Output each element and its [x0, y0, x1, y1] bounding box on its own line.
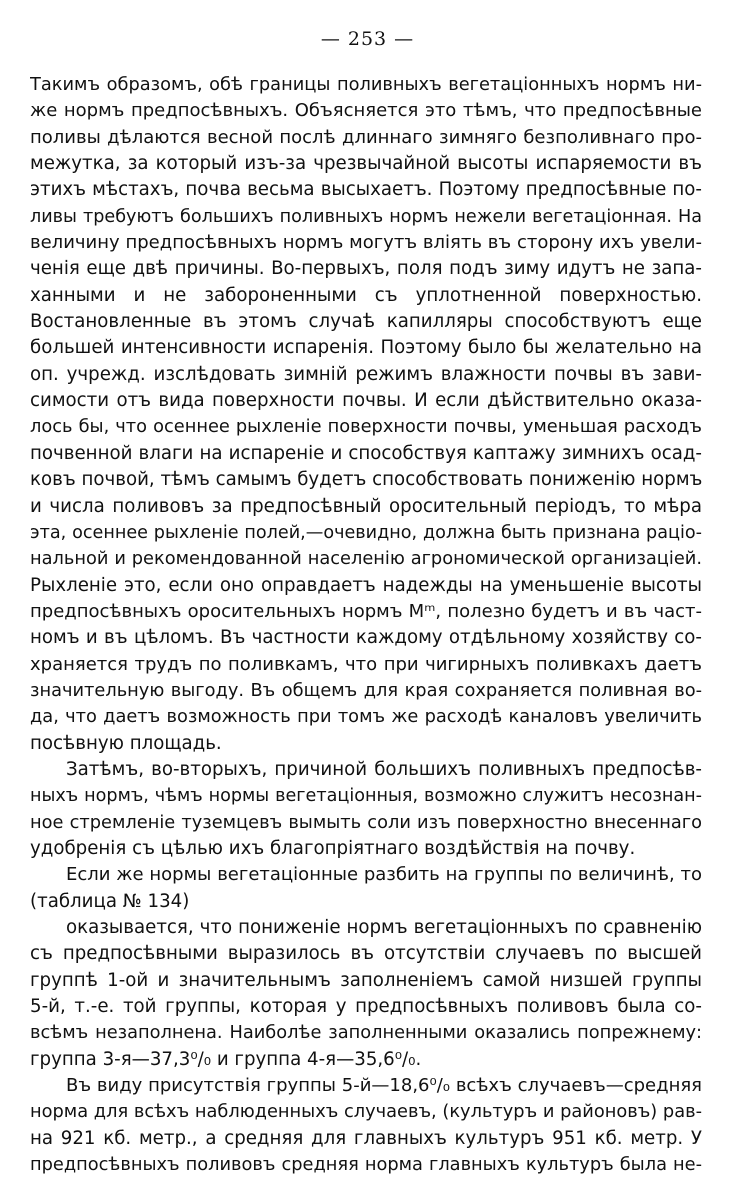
text-line: Рыхленіе это, если оно оправдаетъ надежды на уменьшеніе высоты — [30, 574, 702, 596]
text-line: посѣвную площадь. — [30, 732, 222, 754]
text-line: (таблица № 134) — [30, 890, 190, 912]
text-line: ковъ почвой, тѣмъ самымъ будетъ способствовать пониженію нормъ — [30, 469, 702, 491]
text-line: величину предпосѣвныхъ нормъ могутъ вліять въ сторону ихъ увели- — [30, 232, 702, 254]
page-number: — 253 — — [320, 28, 415, 50]
text-line: оп. учрежд. изслѣдовать зимній режимъ влажности почвы въ зави- — [30, 363, 702, 385]
text-line: Такимъ образомъ, обѣ границы поливныхъ вегетаціонныхъ нормъ ни- — [30, 74, 702, 95]
text-line: почвенной влаги на испареніе и способствуя каптажу зимнихъ осад- — [30, 442, 702, 464]
text-line: лось бы, что осеннее рыхленіе поверхности почвы, уменьшая расходъ — [30, 416, 702, 438]
text-line: ханными и не забороненными съ уплотненной поверхностью. — [30, 284, 702, 306]
text-line: 5-й, т.-е. той группы, которая у предпосѣвныхъ поливовъ была со- — [30, 996, 702, 1018]
body-text — [30, 72, 702, 1178]
text-line: норма для всѣхъ наблюденныхъ случаевъ, (культуръ и районовъ) рав- — [30, 1101, 702, 1123]
text-line: этихъ мѣстахъ, почва весьма высыхаетъ. Поэтому предпосѣвные по- — [30, 179, 702, 201]
text-line: ныхъ нормъ, чѣмъ нормы вегетаціонныя, возможно служитъ несознан- — [30, 786, 702, 807]
text-line: эта, осеннее рыхленіе полей,—очевидно, должна быть признана раціо- — [30, 522, 702, 543]
text-line: группа 3-я—37,3⁰/₀ и группа 4-я—35,6⁰/₀. — [30, 1048, 422, 1070]
text-line: значительную выгоду. Въ общемъ для края сохраняется поливная во- — [30, 679, 702, 701]
text-line: Если же нормы вегетаціонные разбить на группы по величинѣ, то — [66, 864, 702, 886]
text-line: поливы дѣлаются весной послѣ длиннаго зимняго безполивнаго про- — [30, 126, 702, 148]
text-line: ное стремленіе туземцевъ вымыть соли изъ поверхностно внесеннаго — [30, 811, 702, 833]
text-line: нальной и рекомендованной населенію агрономической организаціей. — [30, 548, 702, 570]
text-line: предпосѣвныхъ оросительныхъ нормъ Мᵐ, полезно будетъ и въ част- — [30, 600, 702, 622]
text-line: ченія еще двѣ причины. Во-первыхъ, поля подъ зиму идутъ не запа- — [30, 258, 702, 280]
text-line: симости отъ вида поверхности почвы. И если дѣйствительно оказа- — [30, 390, 702, 412]
text-line: номъ и въ цѣломъ. Въ частности каждому отдѣльному хозяйству со- — [30, 627, 702, 649]
text-line: оказывается, что пониженіе нормъ вегетаціонныхъ по сравненію — [66, 917, 702, 938]
text-line: съ предпосѣвными выразилось въ отсутствіи случаевъ по высшей — [30, 943, 702, 965]
text-line: Востановленные въ этомъ случаѣ капилляры способствуютъ еще — [30, 311, 702, 333]
text-line: Затѣмъ, во-вторыхъ, причиной большихъ поливныхъ предпосѣв- — [66, 758, 702, 780]
text-line: же нормъ предпосѣвныхъ. Объясняется это тѣмъ, что предпосѣвные — [30, 100, 702, 122]
text-line: предпосѣвныхъ поливовъ средняя норма главныхъ культуръ была не- — [30, 1154, 702, 1176]
text-line: да, что даетъ возможность при томъ же расходѣ каналовъ увеличить — [30, 706, 702, 728]
text-line: на 921 кб. метр., а средняя для главныхъ культуръ 951 кб. метр. У — [30, 1127, 702, 1149]
text-line: и числа поливовъ за предпосѣвный оросительный періодъ, то мѣра — [30, 495, 702, 517]
text-line: межутка, за который изъ-за чрезвычайной высоты испаряемости въ — [30, 153, 702, 175]
text-line: группѣ 1-ой и значительнымъ заполненіемъ самой низшей группы — [30, 969, 702, 991]
text-line: храняется трудъ по поливкамъ, что при чигирныхъ поливкахъ даетъ — [30, 653, 702, 675]
text-line: большей интенсивности испаренія. Поэтому было бы желательно на — [30, 337, 702, 359]
text-line: ливы требуютъ большихъ поливныхъ нормъ нежели вегетаціонная. На — [30, 206, 702, 227]
text-line: удобренія съ цѣлью ихъ благопріятнаго воздѣйствія на почву. — [30, 837, 636, 859]
text-line: всѣмъ незаполнена. Наиболѣе заполненными оказались попрежнему: — [30, 1022, 702, 1044]
text-line: Въ виду присутствія группы 5-й—18,6⁰/₀ всѣхъ случаевъ—средняя — [66, 1075, 702, 1097]
